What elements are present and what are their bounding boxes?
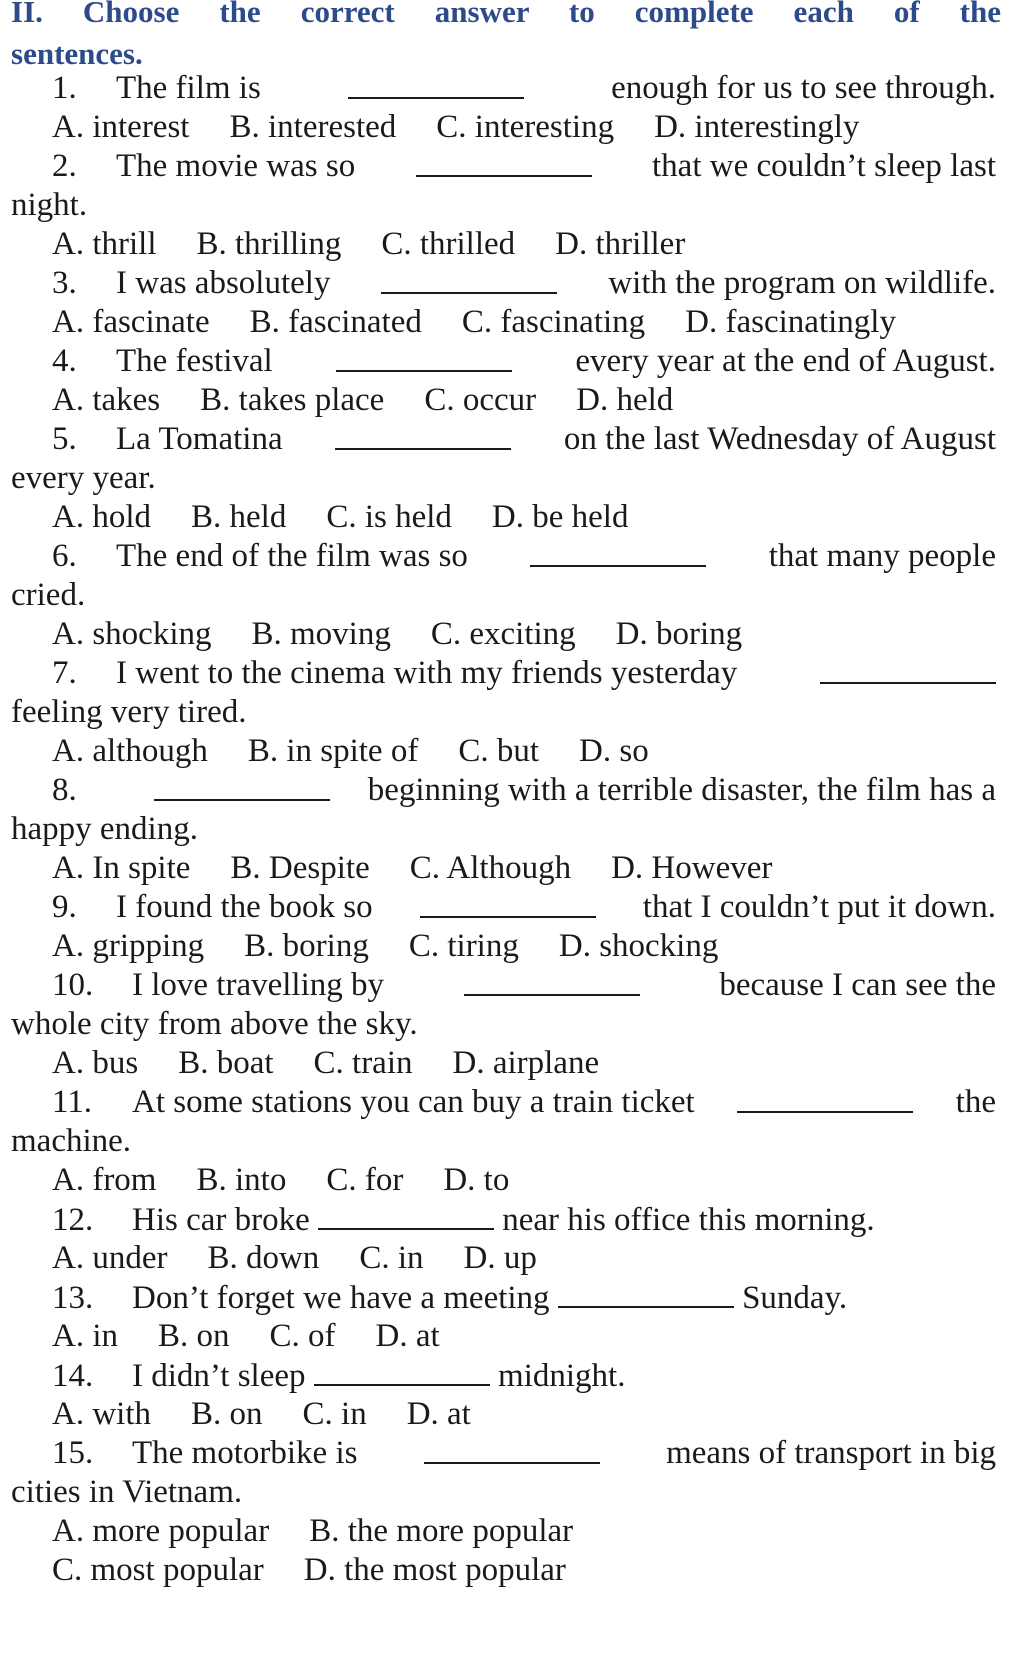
option-d[interactable]: D. airplane: [452, 1045, 600, 1081]
option-b[interactable]: B. Despite: [230, 850, 370, 886]
option-a[interactable]: A. more popular: [52, 1513, 270, 1549]
question-text: I was absolutely: [116, 265, 331, 301]
answer-blank[interactable]: [335, 418, 511, 450]
question-10: [52, 964, 996, 1006]
answer-blank[interactable]: [530, 535, 706, 567]
section-heading: II. Choose the correct answer to complete each of the: [11, 0, 1001, 29]
option-b[interactable]: B. boat: [178, 1045, 274, 1081]
option-c[interactable]: C. Although: [409, 850, 572, 886]
question-5: [52, 418, 996, 460]
answer-blank[interactable]: [381, 262, 557, 294]
answer-blank[interactable]: [416, 145, 592, 177]
options-6: [52, 613, 742, 655]
option-c[interactable]: C. in: [359, 1240, 424, 1276]
option-c[interactable]: C. tiring: [408, 928, 519, 964]
question-text-after: beginning with a terrible disaster, the film has a: [367, 772, 996, 808]
option-a[interactable]: A. with: [52, 1396, 151, 1432]
question-text-after: on the last Wednesday of August: [563, 421, 996, 457]
options-15-row1: [52, 1510, 573, 1552]
option-c[interactable]: C. of: [269, 1318, 336, 1354]
question-text-after: the: [955, 1084, 996, 1120]
answer-blank[interactable]: [737, 1081, 913, 1113]
question-text-after: that we couldn’t sleep last: [652, 148, 996, 184]
option-c[interactable]: C. for: [326, 1162, 404, 1198]
question-text-after: midnight.: [498, 1358, 626, 1394]
option-d[interactable]: D. so: [579, 733, 649, 769]
question-continuation: happy ending.: [11, 811, 198, 847]
options-2: [52, 223, 685, 265]
option-b[interactable]: B. into: [196, 1162, 287, 1198]
answer-blank[interactable]: [820, 652, 996, 684]
option-c[interactable]: C. interesting: [436, 109, 615, 145]
question-text-after: with the program on wildlife.: [608, 265, 996, 301]
question-number: 2.: [52, 148, 77, 184]
option-d[interactable]: D. to: [443, 1162, 510, 1198]
answer-blank[interactable]: [464, 964, 640, 996]
question-12: [52, 1198, 996, 1240]
option-d[interactable]: D. interestingly: [654, 109, 860, 145]
question-text-after: that many people: [768, 538, 996, 574]
question-9: [52, 886, 996, 928]
section-heading-continued: sentences.: [11, 36, 143, 71]
options-15-row2: [52, 1549, 566, 1591]
question-1: [52, 67, 996, 109]
option-b[interactable]: B. moving: [251, 616, 391, 652]
question-6: [52, 535, 996, 577]
question-continuation: cities in Vietnam.: [11, 1474, 243, 1510]
question-text-after: near his office this morning.: [502, 1202, 875, 1238]
question-text-after: Sunday.: [742, 1280, 848, 1316]
option-a[interactable]: A. gripping: [52, 928, 205, 964]
options-4: [52, 379, 673, 421]
question-continuation: machine.: [11, 1123, 132, 1159]
option-c[interactable]: C. exciting: [430, 616, 576, 652]
option-d[interactable]: D. at: [375, 1318, 440, 1354]
question-text: I love travelling by: [132, 967, 385, 1003]
question-14: [52, 1354, 996, 1396]
question-text-after: because I can see the: [719, 967, 996, 1003]
question-number: 4.: [52, 343, 77, 379]
options-9: [52, 925, 718, 967]
question-number: 15.: [52, 1435, 94, 1471]
question-text-after: means of transport in big: [666, 1435, 996, 1471]
option-d[interactable]: D. shocking: [558, 928, 719, 964]
option-c[interactable]: C. most popular: [52, 1552, 264, 1588]
option-b[interactable]: B. fascinated: [249, 304, 422, 340]
option-b[interactable]: B. on: [191, 1396, 263, 1432]
question-text-after: enough for us to see through.: [611, 70, 996, 106]
option-d[interactable]: D. held: [576, 382, 674, 418]
question-text: I found the book so: [116, 889, 373, 925]
answer-blank[interactable]: [318, 1198, 494, 1230]
option-b[interactable]: B. boring: [244, 928, 369, 964]
option-b[interactable]: B. takes place: [200, 382, 385, 418]
question-text: The motorbike is: [132, 1435, 358, 1471]
option-d[interactable]: D. However: [611, 850, 773, 886]
question-text: The festival: [116, 343, 273, 379]
options-5: [52, 496, 628, 538]
question-text: At some stations you can buy a train ticket: [132, 1084, 695, 1120]
option-c[interactable]: C. fascinating: [461, 304, 646, 340]
question-text: The movie was so: [116, 148, 356, 184]
options-8: [52, 847, 772, 889]
option-b[interactable]: B. on: [158, 1318, 230, 1354]
question-text-after: every year at the end of August.: [575, 343, 996, 379]
option-d[interactable]: D. the most popular: [303, 1552, 566, 1588]
option-b[interactable]: B. the more popular: [309, 1513, 574, 1549]
question-text: I went to the cinema with my friends yesterday: [116, 655, 738, 691]
option-c[interactable]: C. train: [313, 1045, 413, 1081]
option-a[interactable]: A. takes: [52, 382, 161, 418]
options-1: [52, 106, 859, 148]
question-continuation: every year.: [11, 460, 156, 496]
question-text: The end of the film was so: [116, 538, 468, 574]
question-number: 11.: [52, 1084, 93, 1120]
option-c[interactable]: C. but: [458, 733, 540, 769]
option-a[interactable]: A. bus: [52, 1045, 139, 1081]
option-b[interactable]: B. down: [207, 1240, 320, 1276]
option-a[interactable]: A. from: [52, 1162, 157, 1198]
answer-blank[interactable]: [336, 340, 512, 372]
question-number: 10.: [52, 967, 94, 1003]
question-3: [52, 262, 996, 304]
option-c[interactable]: C. in: [302, 1396, 367, 1432]
question-text: The film is: [116, 70, 261, 106]
option-a[interactable]: A. under: [52, 1240, 168, 1276]
question-number: 3.: [52, 265, 77, 301]
question-13: [52, 1276, 996, 1318]
answer-blank[interactable]: [424, 1432, 600, 1464]
option-d[interactable]: D. up: [463, 1240, 537, 1276]
options-13: [52, 1315, 440, 1357]
question-7: [52, 652, 996, 694]
option-d[interactable]: D. fascinatingly: [685, 304, 896, 340]
question-text: Don’t forget we have a meeting: [132, 1280, 550, 1316]
question-8: [52, 769, 996, 811]
answer-blank[interactable]: [348, 67, 524, 99]
question-number: 7.: [52, 655, 77, 691]
options-11: [52, 1159, 509, 1201]
question-2: [52, 145, 996, 187]
option-a[interactable]: A. fascinate: [52, 304, 210, 340]
question-number: 13.: [52, 1280, 94, 1316]
question-number: 5.: [52, 421, 77, 457]
option-d[interactable]: D. thriller: [555, 226, 686, 262]
option-c[interactable]: C. thrilled: [381, 226, 516, 262]
option-d[interactable]: D. at: [406, 1396, 471, 1432]
option-a[interactable]: A. in: [52, 1318, 118, 1354]
options-14: [52, 1393, 471, 1435]
option-a[interactable]: A. thrill: [52, 226, 157, 262]
options-10: [52, 1042, 599, 1084]
option-c[interactable]: C. is held: [326, 499, 452, 535]
option-c[interactable]: C. occur: [424, 382, 537, 418]
option-a[interactable]: A. interest: [52, 109, 190, 145]
option-a[interactable]: A. hold: [52, 499, 151, 535]
question-11: [52, 1081, 996, 1123]
options-3: [52, 301, 896, 343]
question-continuation: night.: [11, 187, 88, 223]
answer-blank[interactable]: [154, 769, 330, 801]
question-number: 12.: [52, 1202, 94, 1238]
answer-blank[interactable]: [314, 1354, 490, 1386]
question-continuation: feeling very tired.: [11, 694, 247, 730]
option-d[interactable]: D. be held: [491, 499, 629, 535]
question-number: 8.: [52, 772, 77, 808]
question-number: 1.: [52, 70, 77, 106]
answer-blank[interactable]: [558, 1276, 734, 1308]
options-7: [52, 730, 649, 772]
question-text: I didn’t sleep: [132, 1358, 306, 1394]
question-4: [52, 340, 996, 382]
option-b[interactable]: B. thrilling: [196, 226, 342, 262]
options-12: [52, 1237, 537, 1279]
option-b[interactable]: B. in spite of: [247, 733, 419, 769]
question-continuation: cried.: [11, 577, 86, 613]
answer-blank[interactable]: [420, 886, 596, 918]
option-a[interactable]: A. although: [52, 733, 208, 769]
question-text-after: that I couldn’t put it down.: [642, 889, 996, 925]
option-b[interactable]: B. interested: [229, 109, 397, 145]
question-number: 9.: [52, 889, 77, 925]
question-text: La Tomatina: [116, 421, 283, 457]
question-text: His car broke: [132, 1202, 310, 1238]
question-continuation: whole city from above the sky.: [11, 1006, 418, 1042]
option-d[interactable]: D. boring: [615, 616, 743, 652]
option-b[interactable]: B. held: [191, 499, 287, 535]
question-15: [52, 1432, 996, 1474]
question-number: 14.: [52, 1358, 94, 1394]
question-number: 6.: [52, 538, 77, 574]
option-a[interactable]: A. In spite: [52, 850, 191, 886]
option-a[interactable]: A. shocking: [52, 616, 212, 652]
